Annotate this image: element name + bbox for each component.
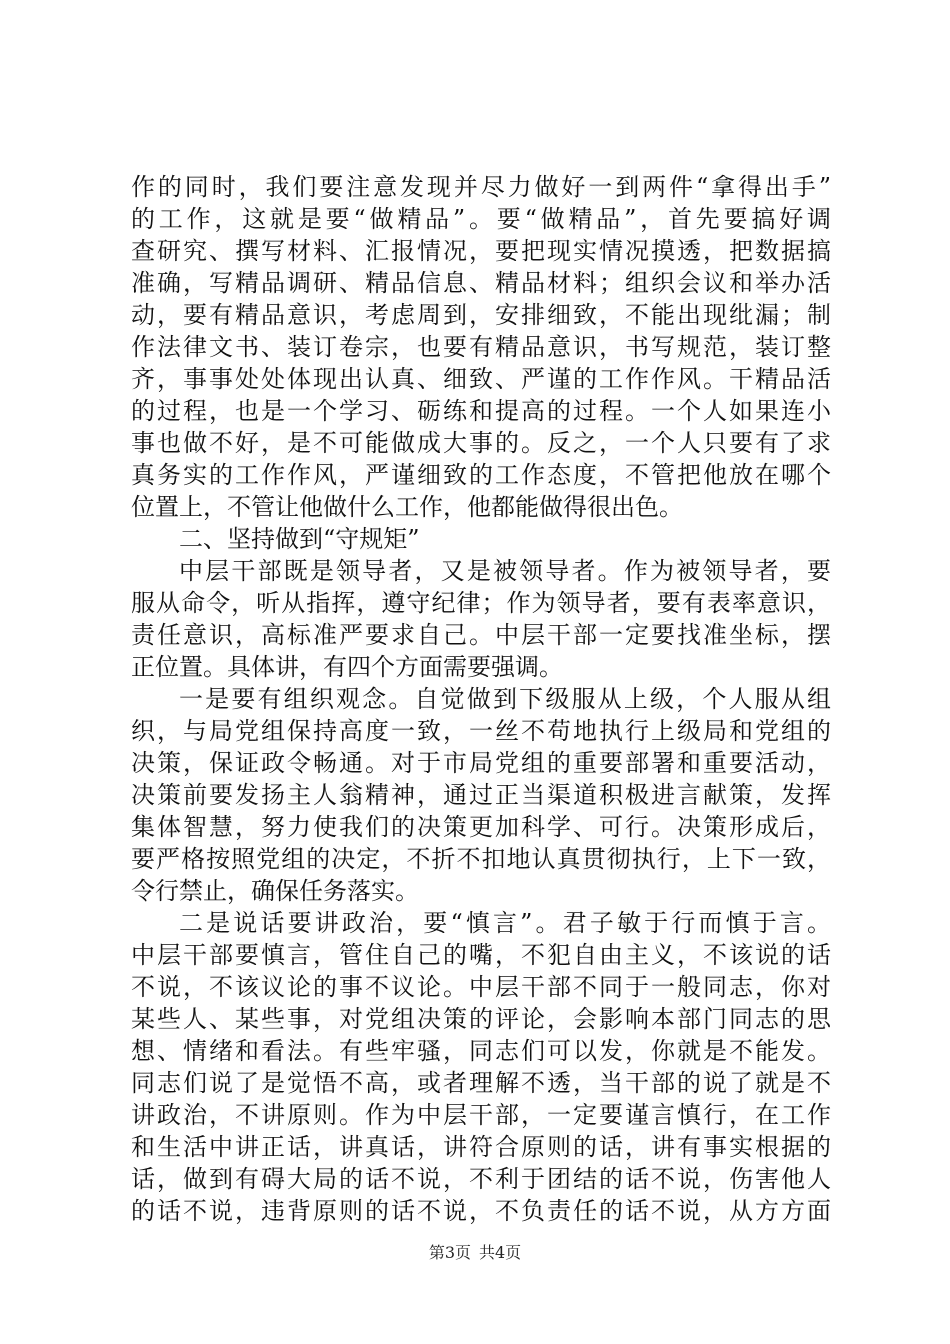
text-line: 想、情绪和看法。有些牢骚，同志们可以发，你就是不能发。 bbox=[131, 1037, 831, 1065]
text-line: 查研究、撰写材料、汇报情况，要把现实情况摸透，把数据搞 bbox=[131, 237, 831, 265]
text-line: 某些人、某些事，对党组决策的评论，会影响本部门同志的思 bbox=[131, 1005, 831, 1033]
text-line: 动，要有精品意识，考虑周到，安排细致，不能出现纰漏；制 bbox=[131, 301, 831, 329]
section-heading: 二、坚持做到“守规矩” bbox=[179, 525, 420, 553]
text-line: 位置上，不管让他做什么工作，他都能做得很出色。 bbox=[131, 493, 683, 521]
text-line: 话，做到有碍大局的话不说，不利于团结的话不说，伤害他人 bbox=[131, 1165, 831, 1193]
text-line: 中层干部既是领导者，又是被领导者。作为被领导者，要 bbox=[179, 557, 831, 585]
text-line: 讲政治，不讲原则。作为中层干部，一定要谨言慎行，在工作 bbox=[131, 1101, 831, 1129]
page-footer bbox=[0, 1243, 950, 1263]
text-line: 责任意识，高标准严要求自己。中层干部一定要找准坐标，摆 bbox=[131, 621, 831, 649]
page-number: 第3页 bbox=[428, 1243, 471, 1262]
text-line: 二是说话要讲政治，要“慎言”。君子敏于行而慎于言。 bbox=[179, 909, 831, 937]
text-line: 事也做不好，是不可能做成大事的。反之，一个人只要有了求 bbox=[131, 429, 831, 457]
text-line: 不说，不该议论的事不议论。中层干部不同于一般同志，你对 bbox=[131, 973, 831, 1001]
text-line: 一是要有组织观念。自觉做到下级服从上级，个人服从组 bbox=[179, 685, 831, 713]
text-line: 服从命令，听从指挥，遵守纪律；作为领导者，要有表率意识， bbox=[131, 589, 831, 617]
text-line: 决策，保证政令畅通。对于市局党组的重要部署和重要活动， bbox=[131, 749, 831, 777]
text-line: 要严格按照党组的决定，不折不扣地认真贯彻执行，上下一致， bbox=[131, 845, 831, 873]
text-line: 的过程，也是一个学习、砺练和提高的过程。一个人如果连小 bbox=[131, 397, 831, 425]
text-line: 的话不说，违背原则的话不说，不负责任的话不说，从方方面 bbox=[131, 1197, 831, 1225]
text-line: 织，与局党组保持高度一致，一丝不苟地执行上级局和党组的 bbox=[131, 717, 831, 745]
text-line: 作法律文书、装订卷宗，也要有精品意识，书写规范，装订整 bbox=[131, 333, 831, 361]
text-line: 和生活中讲正话，讲真话，讲符合原则的话，讲有事实根据的 bbox=[131, 1133, 831, 1161]
text-line: 决策前要发扬主人翁精神，通过正当渠道积极进言献策，发挥 bbox=[131, 781, 831, 809]
text-line: 令行禁止，确保任务落实。 bbox=[131, 877, 419, 905]
text-line: 作的同时，我们要注意发现并尽力做好一到两件“拿得出手” bbox=[131, 173, 831, 201]
text-line: 集体智慧，努力使我们的决策更加科学、可行。决策形成后， bbox=[131, 813, 831, 841]
text-line: 真务实的工作作风，严谨细致的工作态度，不管把他放在哪个 bbox=[131, 461, 831, 489]
text-line: 的工作，这就是要“做精品”。要“做精品”，首先要搞好调 bbox=[131, 205, 831, 233]
text-line: 正位置。具体讲，有四个方面需要强调。 bbox=[131, 653, 563, 681]
text-line: 准确，写精品调研、精品信息、精品材料；组织会议和举办活 bbox=[131, 269, 831, 297]
text-line: 齐，事事处处体现出认真、细致、严谨的工作作风。干精品活 bbox=[131, 365, 831, 393]
text-line: 中层干部要慎言，管住自己的嘴，不犯自由主义，不该说的话 bbox=[131, 941, 831, 969]
page-total: 共4页 bbox=[479, 1243, 522, 1262]
document-body bbox=[131, 171, 831, 1227]
text-line: 同志们说了是觉悟不高，或者理解不透，当干部的说了就是不 bbox=[131, 1069, 831, 1097]
